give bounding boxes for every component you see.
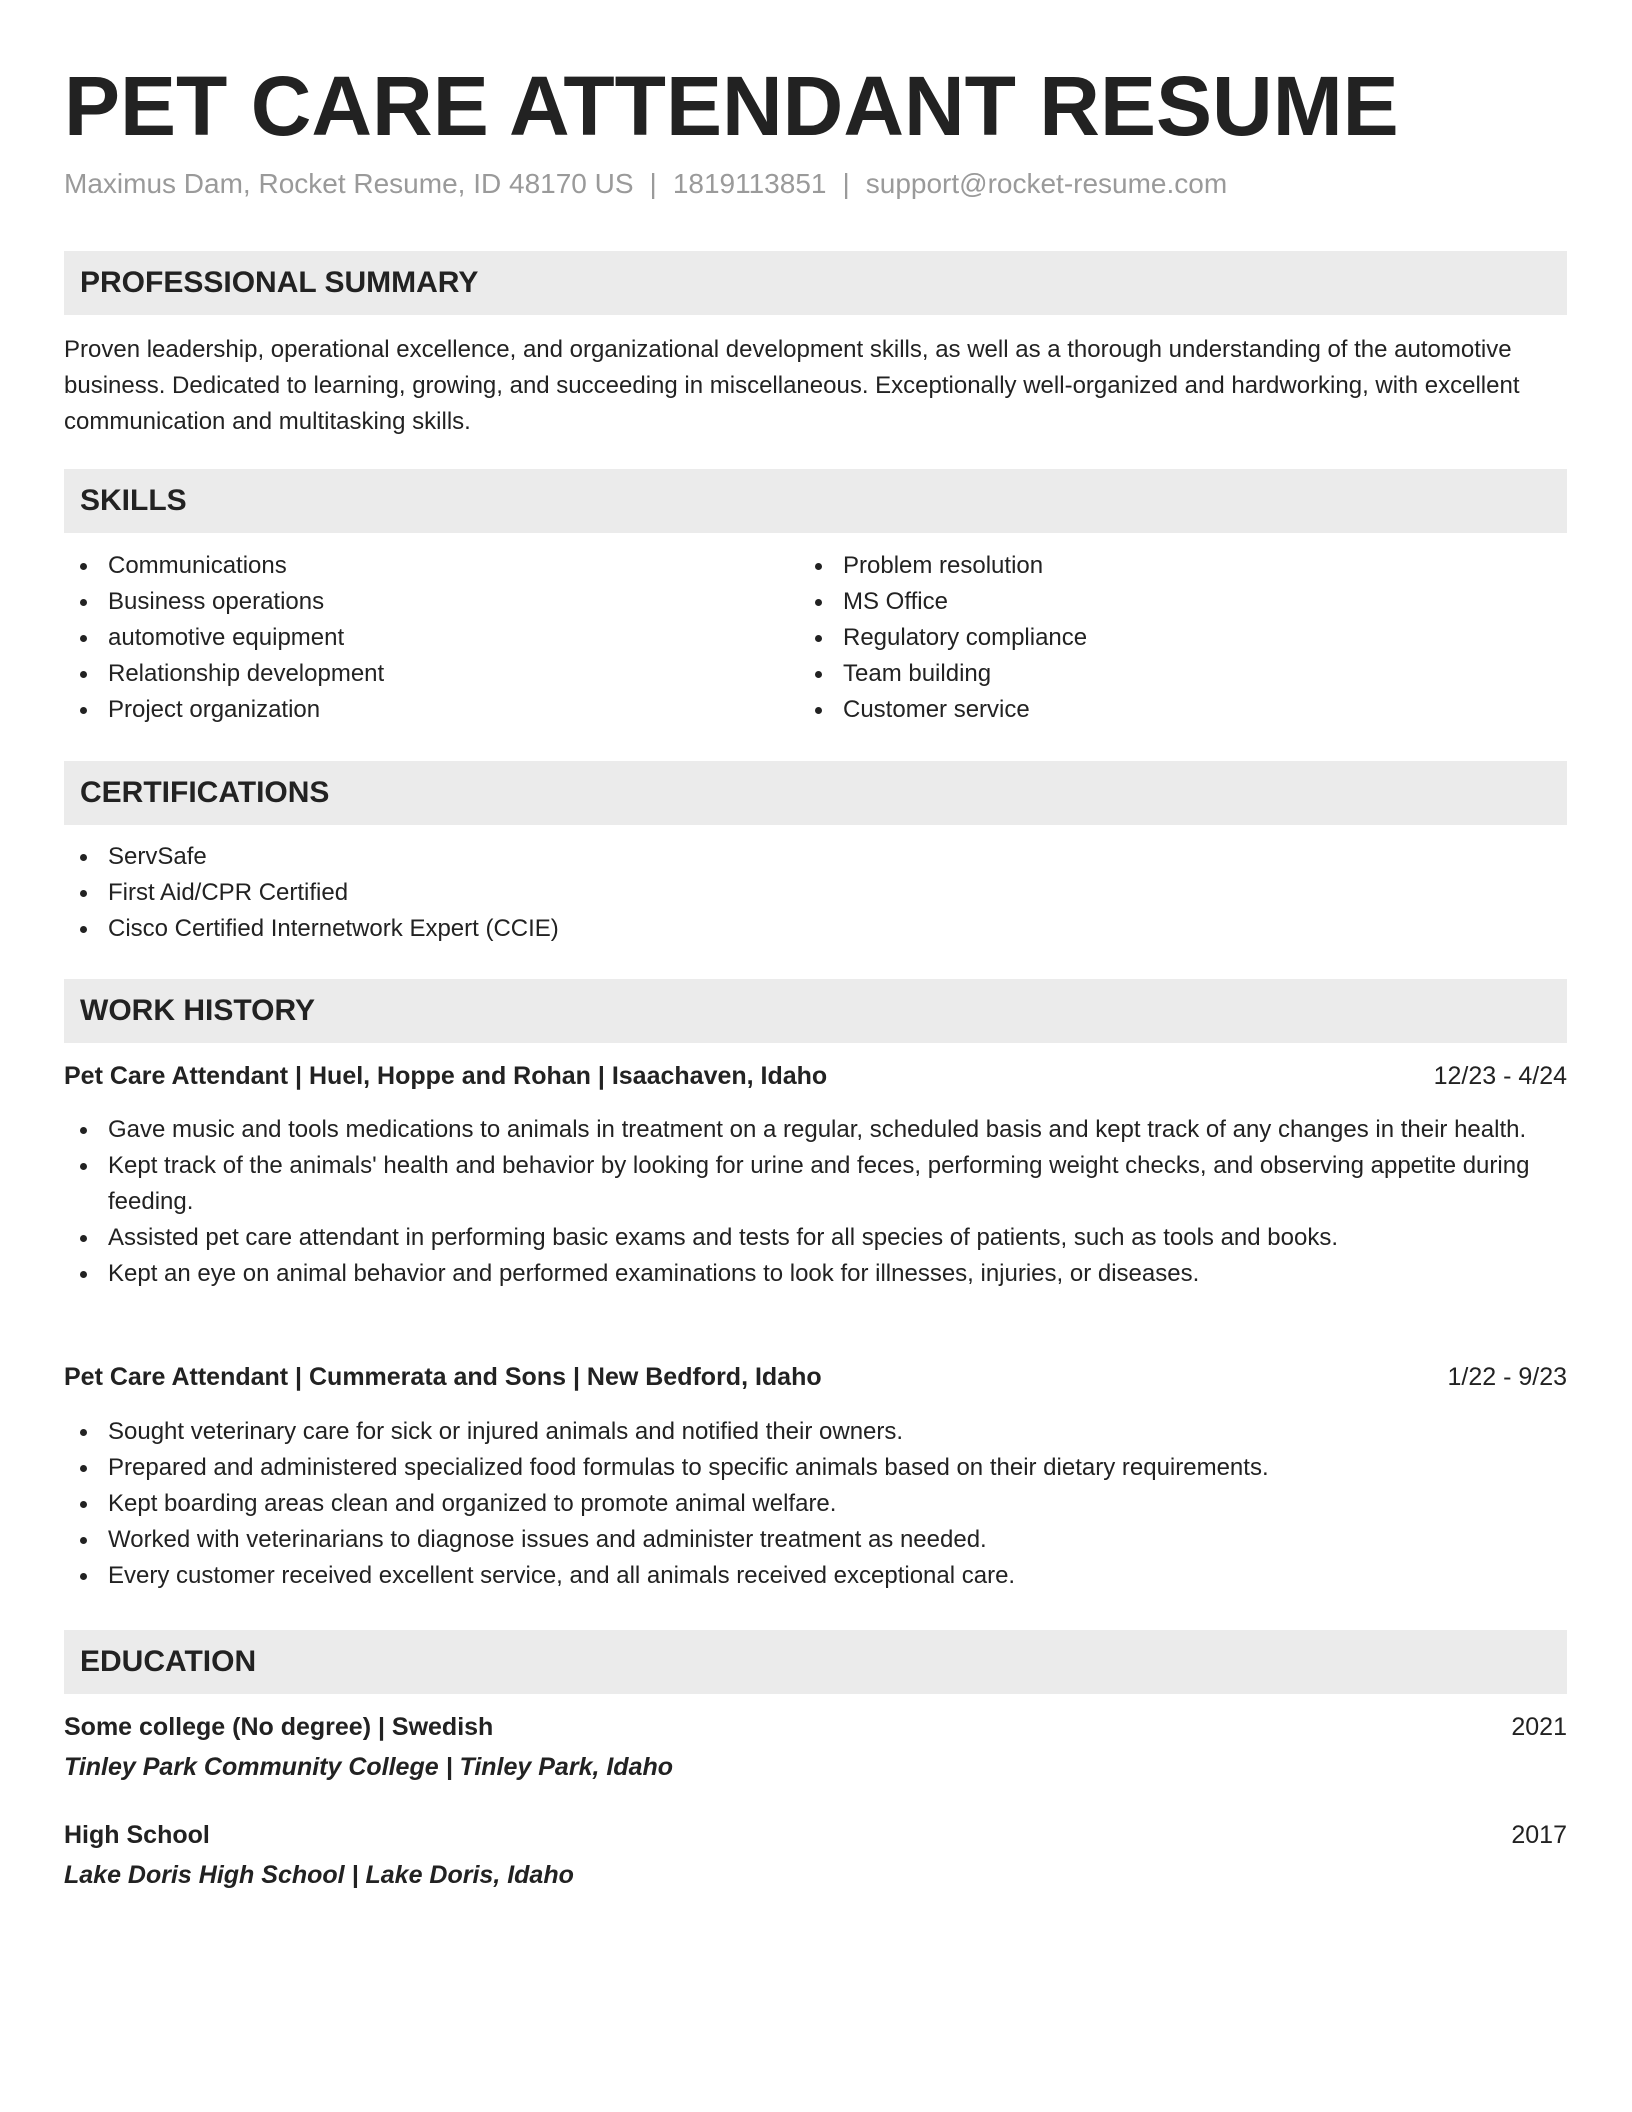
job-bullet: Every customer received excellent service, and all animals received exceptional care.	[64, 1558, 1567, 1594]
skill-item: Regulatory compliance	[799, 620, 1534, 656]
skill-item: Team building	[799, 656, 1534, 692]
job-bullet: Prepared and administered specialized food formulas to specific animals based on their dietary requirements.	[64, 1450, 1567, 1486]
job-bullet: Kept an eye on animal behavior and performed examinations to look for illnesses, injuries, or diseases.	[64, 1256, 1567, 1292]
certification-item: Cisco Certified Internetwork Expert (CCIE)	[64, 911, 1567, 947]
contact-separator: |	[842, 168, 850, 199]
job-title: Pet Care Attendant | Cummerata and Sons | New Bedford, Idaho	[64, 1363, 822, 1391]
job-bullet: Kept boarding areas clean and organized to promote animal welfare.	[64, 1486, 1567, 1522]
certification-item: ServSafe	[64, 839, 1567, 875]
skills-list-right	[799, 548, 1534, 728]
section-header-skills	[64, 469, 1567, 533]
section-header-certifications	[64, 761, 1567, 825]
skill-item: Business operations	[64, 584, 799, 620]
section-title: PROFESSIONAL SUMMARY	[80, 266, 479, 299]
skill-item: Customer service	[799, 692, 1534, 728]
education-school: Lake Doris High School | Lake Doris, Idaho	[64, 1861, 574, 1889]
section-title: SKILLS	[80, 484, 187, 517]
skills-list-left	[64, 548, 799, 728]
skill-item: Communications	[64, 548, 799, 584]
contact-phone: 1819113851	[672, 168, 827, 199]
contact-address: Maximus Dam, Rocket Resume, ID 48170 US	[64, 168, 634, 199]
contact-email[interactable]: support@rocket-resume.com	[865, 168, 1228, 199]
certification-item: First Aid/CPR Certified	[64, 875, 1567, 911]
skill-item: Project organization	[64, 692, 799, 728]
job-bullet: Gave music and tools medications to animals in treatment on a regular, scheduled basis and kept track of any changes in their health.	[64, 1112, 1567, 1148]
education-year: 2021	[1511, 1713, 1567, 1741]
job-bullets	[64, 1414, 1567, 1594]
education-degree: Some college (No degree) | Swedish	[64, 1713, 494, 1741]
education-degree: High School	[64, 1821, 210, 1849]
resume-title: PET CARE ATTENDANT RESUME	[64, 59, 1399, 153]
section-header-work	[64, 979, 1567, 1043]
job-bullet: Assisted pet care attendant in performing basic exams and tests for all species of patients, such as tools and books.	[64, 1220, 1567, 1256]
section-title: EDUCATION	[80, 1645, 257, 1678]
education-school: Tinley Park Community College | Tinley Park, Idaho	[64, 1753, 674, 1781]
job-bullet: Kept track of the animals' health and behavior by looking for urine and feces, performing weight checks, and observing appetite during feeding.	[64, 1148, 1567, 1220]
section-title: CERTIFICATIONS	[80, 776, 330, 809]
contact-line	[64, 164, 1227, 204]
job-dates: 12/23 - 4/24	[1433, 1062, 1567, 1090]
job-bullet: Worked with veterinarians to diagnose issues and administer treatment as needed.	[64, 1522, 1567, 1558]
skill-item: Relationship development	[64, 656, 799, 692]
job-title: Pet Care Attendant | Huel, Hoppe and Rohan | Isaachaven, Idaho	[64, 1062, 828, 1090]
job-dates: 1/22 - 9/23	[1447, 1363, 1567, 1391]
education-year: 2017	[1511, 1821, 1567, 1849]
skill-item: Problem resolution	[799, 548, 1534, 584]
section-header-summary	[64, 251, 1567, 315]
contact-separator: |	[649, 168, 657, 199]
summary-text: Proven leadership, operational excellence, and organizational development skills, as well as a thorough understanding of the automotive business. Dedicated to learning, growing, and succeeding in miscellaneous. Exceptionally well-organized and hardworking, with excellent communication and multitasking skills.	[64, 336, 1520, 435]
certifications-list	[64, 839, 1567, 947]
section-title: WORK HISTORY	[80, 994, 316, 1027]
job-bullets	[64, 1112, 1567, 1292]
job-bullet: Sought veterinary care for sick or injured animals and notified their owners.	[64, 1414, 1567, 1450]
skill-item: MS Office	[799, 584, 1534, 620]
section-header-education	[64, 1630, 1567, 1694]
skill-item: automotive equipment	[64, 620, 799, 656]
